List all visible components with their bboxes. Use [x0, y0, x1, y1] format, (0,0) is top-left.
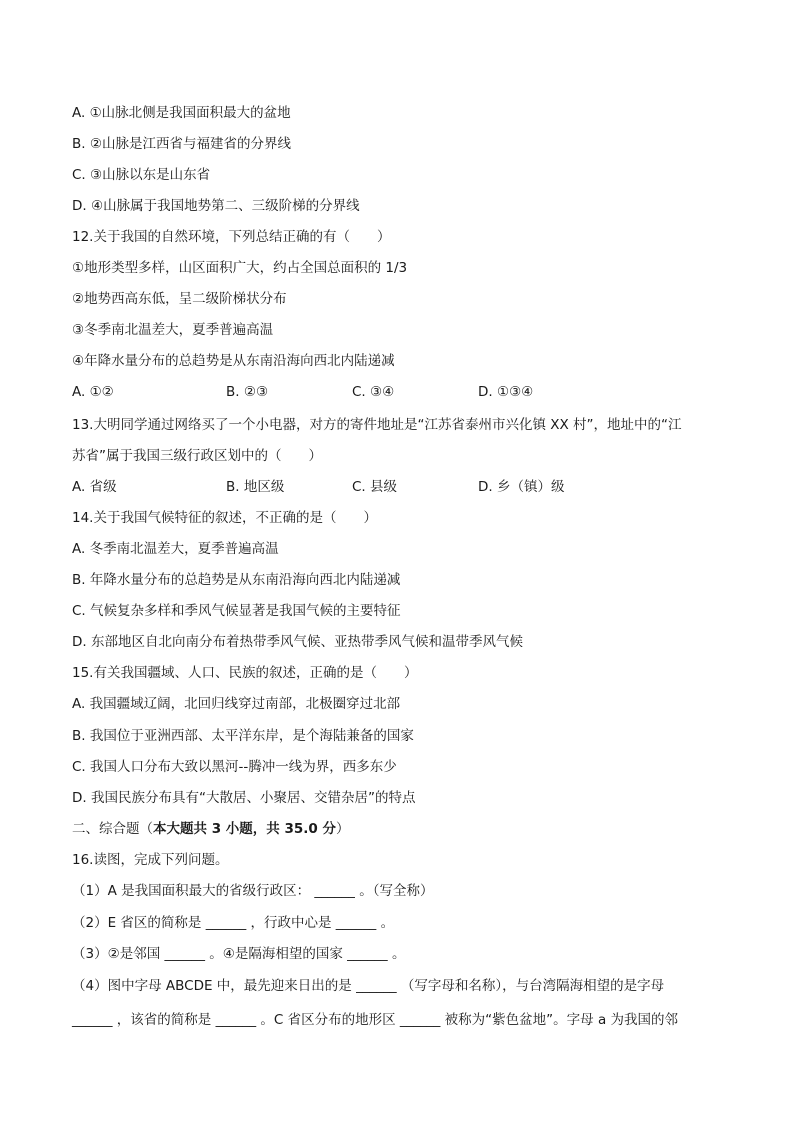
q12-item-1: ①地形类型多样，山区面积广大，约占全国总面积的 1/3 — [72, 260, 408, 276]
q15-stem: 15.有关我国疆域、人口、民族的叙述，正确的是（ ） — [72, 665, 418, 681]
q15-option-d: D. 我国民族分布具有“大散居、小聚居、交错杂居”的特点 — [72, 790, 416, 806]
q16-part-3: （3）②是邻国 ______ 。④是隔海相望的国家 ______ 。 — [72, 946, 406, 962]
q12-options — [72, 383, 732, 401]
q13-option-c: C. 县级 — [352, 479, 398, 495]
q14-option-c: C. 气候复杂多样和季风气候显著是我国气候的主要特征 — [72, 603, 401, 619]
q12-item-2: ②地势西高东低，呈二级阶梯状分布 — [72, 291, 287, 307]
q16-part-1: （1）A 是我国面积最大的省级行政区： ______ 。（写全称） — [72, 883, 434, 899]
q16-part-4-line2: ______ ，该省的简称是 ______ 。C 省区分布的地形区 ______ 被称为“紫色盆地”。字母 a 为我国的邻 — [72, 1012, 679, 1028]
q11-option-c: C. ③山脉以东是山东省 — [72, 167, 211, 183]
section-2-info: 本大题共 3 小题，共 35.0 分 — [153, 821, 337, 837]
q15-option-a: A. 我国疆域辽阔，北回归线穿过南部，北极圈穿过北部 — [72, 696, 401, 712]
q12-option-b: B. ②③ — [226, 384, 269, 400]
q13-option-b: B. 地区级 — [226, 479, 285, 495]
q11-option-b: B. ②山脉是江西省与福建省的分界线 — [72, 136, 291, 152]
q12-option-c: C. ③④ — [352, 384, 395, 400]
q13-stem-line1: 13.大明同学通过网络买了一个小电器，对方的寄件地址是“江苏省泰州市兴化镇 XX 村”，地址中的“江 — [72, 417, 682, 433]
q14-stem: 14.关于我国气候特征的叙述，不正确的是（ ） — [72, 510, 377, 526]
q12-item-3: ③冬季南北温差大，夏季普遍高温 — [72, 322, 274, 338]
q15-option-b: B. 我国位于亚洲西部、太平洋东岸，是个海陆兼备的国家 — [72, 728, 414, 744]
q11-option-d: D. ④山脉属于我国地势第二、三级阶梯的分界线 — [72, 198, 360, 214]
q13-options — [72, 478, 732, 496]
q15-option-c: C. 我国人口分布大致以黑河--腾冲一线为界，西多东少 — [72, 759, 397, 775]
q12-option-d: D. ①③④ — [478, 384, 534, 400]
q13-option-d: D. 乡（镇）级 — [478, 479, 565, 495]
q16-stem: 16.读图，完成下列问题。 — [72, 852, 229, 868]
q12-option-a: A. ①② — [72, 384, 114, 400]
q14-option-b: B. 年降水量分布的总趋势是从东南沿海向西北内陆递减 — [72, 572, 401, 588]
q13-stem-line2: 苏省”属于我国三级行政区划中的（ ） — [72, 448, 322, 464]
q11-option-a: A. ①山脉北侧是我国面积最大的盆地 — [72, 105, 291, 121]
section-2-suffix: ） — [336, 821, 350, 837]
q14-option-a: A. 冬季南北温差大，夏季普遍高温 — [72, 541, 279, 557]
q12-stem: 12.关于我国的自然环境，下列总结正确的有（ ） — [72, 229, 391, 245]
q16-part-4-line1: （4）图中字母 ABCDE 中，最先迎来日出的是 ______ （写字母和名称），与台湾隔海相望的是字母 — [72, 978, 665, 994]
section-2-prefix: 二、综合题（ — [72, 821, 153, 837]
q14-option-d: D. 东部地区自北向南分布着热带季风气候、亚热带季风气候和温带季风气候 — [72, 634, 523, 650]
q16-part-2: （2）E 省区的简称是 ______ ，行政中心是 ______ 。 — [72, 915, 395, 931]
q13-option-a: A. 省级 — [72, 479, 117, 495]
q12-item-4: ④年降水量分布的总趋势是从东南沿海向西北内陆递减 — [72, 353, 395, 369]
section-2-heading — [72, 820, 350, 838]
